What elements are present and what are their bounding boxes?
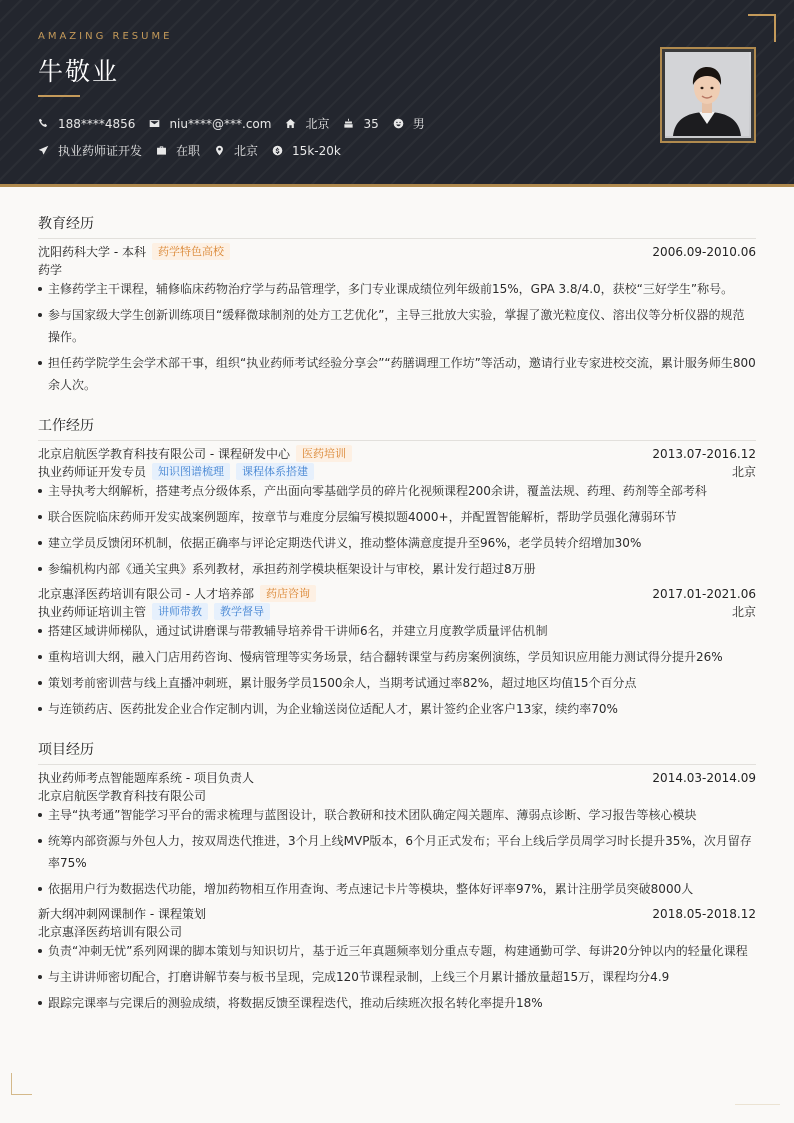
section-title-projects: 项目经历 [38,739,756,765]
job-location: 北京 [731,465,756,479]
cake-icon [343,118,354,129]
section-title-work: 工作经历 [38,415,756,441]
phone-icon [38,118,49,129]
status-text: 在职 [176,144,201,158]
project-name: 执业药师考点智能题库系统 - 项目负责人 [38,771,254,785]
job-position-row [38,603,756,620]
project-bullet: 与主讲讲师密切配合，打磨讲解节奏与板书呈现，完成120节课程录制，上线三个月累计播放量超15万，课程均分4.9 [38,966,756,988]
corner-decoration-bottom-right [735,1104,780,1105]
salary-text: 15k-20k [292,143,341,158]
email-text: niu****@***.com [169,116,272,131]
avatar [665,52,751,138]
age-item [343,117,378,131]
job-bullet: 策划考前密训营与线上直播冲刺班，累计服务学员1500余人，当期考试通过率82%，超过地区均值15个百分点 [38,672,756,694]
job-target-item [38,142,142,159]
job-bullet: 参编机构内部《通关宝典》系列教材，承担药剂学模块框架设计与审校，累计发行超过8万册 [38,558,756,580]
job-bullet: 建立学员反馈闭环机制，依据正确率与评论定期迭代讲义，推动整体满意度提升至96%，老学员转介绍增加30% [38,532,756,554]
target-city-text: 北京 [234,144,259,158]
project-bullet: 跟踪完课率与完课后的测验成绩，将数据反馈至课程迭代，推动后续班次报名转化率提升18% [38,992,756,1014]
company-name: 北京惠泽医药培训有限公司 - 人才培养部 [38,587,254,601]
target-city-item [214,142,258,159]
skill-tag: 课程体系搭建 [236,463,314,480]
company-badge: 医药培训 [296,445,352,462]
project-bullet: 主导“执考通”智能学习平台的需求梳理与蓝图设计，联合教研和技术团队确定闯关题库、薄弱点诊断、学习报告等核心模块 [38,804,756,826]
project-date: 2014.03-2014.09 [652,770,756,785]
job-location: 北京 [731,605,756,619]
mail-icon [149,118,160,129]
project-org: 北京惠泽医药培训有限公司 [38,925,183,939]
corner-decoration-bottom-left [11,1073,32,1095]
skill-tag: 讲师带教 [152,603,208,620]
job-entry-header [38,445,756,462]
contact-row [38,115,439,132]
major: 药学 [38,263,63,277]
project-bullet: 依据用户行为数据迭代功能，增加药物相互作用查询、考点速记卡片等模块，整体好评率97%，累计注册学员突破8000人 [38,878,756,900]
gender-item [393,115,425,132]
job-date: 2017.01-2021.06 [652,586,756,601]
intention-row [38,142,355,159]
job-entry-header [38,585,756,602]
company-name: 北京启航医学教育科技有限公司 - 课程研发中心 [38,447,290,461]
project-org-row [38,787,756,804]
profile-photo-frame [660,47,756,143]
skill-tag: 知识图谱梳理 [152,463,230,480]
phone-item [38,117,135,131]
salary-item [272,144,341,158]
project-entry-header [38,769,756,786]
skill-tag: 教学督导 [214,603,270,620]
education-entry-header [38,243,756,260]
age-text: 35 [363,116,379,131]
education-bullet: 参与国家级大学生创新训练项目“缓释微球制剂的处方工艺优化”，主导三批放大实验，掌握了激光粒度仪、溶出仪等分析仪器的规范操作。 [38,304,756,348]
city-text: 北京 [305,117,330,131]
send-icon [38,145,49,156]
resume-header [0,0,794,187]
email-item [149,117,271,131]
name-underline [38,95,80,97]
project-bullet: 统筹内部资源与外包人力，按双周迭代推进，3个月上线MVP版本，6个月正式发布；平台上线后学员周学习时长提升35%，次月留存率75% [38,830,756,874]
gender-text: 男 [412,117,425,131]
job-bullet: 与连锁药店、医药批发企业合作定制内训，为企业输送岗位适配人才，累计签约企业客户13家，续约率70% [38,698,756,720]
job-bullet: 重构培训大纲，融入门店用药咨询、慢病管理等实务场景，结合翻转课堂与药房案例演练，学员知识应用能力测试得分提升26% [38,646,756,668]
header-tag: AMAZING RESUME [38,31,173,42]
education-date: 2006.09-2010.06 [652,244,756,259]
candidate-name: 牛敬业 [38,57,120,86]
education-major-row [38,261,756,278]
job-position-row [38,463,756,480]
job-target-text: 执业药师证开发 [58,144,143,158]
project-org: 北京启航医学教育科技有限公司 [38,789,207,803]
job-bullet: 主导执考大纲解析，搭建考点分级体系，产出面向零基础学员的碎片化视频课程200余讲，覆盖法规、药理、药剂等全部考科 [38,480,756,502]
project-org-row [38,923,756,940]
job-bullet: 联合医院临床药师开发实战案例题库，按章节与难度分层编写模拟题4000+，并配置智能解析，帮助学员强化薄弱环节 [38,506,756,528]
face-icon [393,118,404,129]
status-item [156,142,200,159]
education-bullet: 主修药学主干课程，辅修临床药物治疗学与药品管理学，多门专业课成绩位列年级前15%，GPA 3.8/4.0，获校“三好学生”称号。 [38,278,756,300]
money-icon [272,145,283,156]
project-bullet: 负责“冲刺无忧”系列网课的脚本策划与知识切片，基于近三年真题频率划分重点专题，构建通勤可学、每讲20分钟以内的轻量化课程 [38,940,756,962]
home-icon [285,118,296,129]
briefcase-icon [156,145,167,156]
corner-decoration-top-right [748,14,776,42]
project-date: 2018.05-2018.12 [652,906,756,921]
job-position: 执业药师证培训主管 [38,605,147,619]
city-item [285,115,329,132]
education-bullet: 担任药学院学生会学术部干事，组织“执业药师考试经验分享会”“药膳调理工作坊”等活动，邀请行业专家进校交流，累计服务师生800余人次。 [38,352,756,396]
school-name: 沈阳药科大学 - 本科 [38,245,146,259]
job-position: 执业药师证开发专员 [38,465,147,479]
phone-text: 188****4856 [58,116,136,131]
job-bullet: 搭建区域讲师梯队，通过试讲磨课与带教辅导培养骨干讲师6名，并建立月度教学质量评估机制 [38,620,756,642]
person-portrait [665,52,749,136]
project-name: 新大纲冲刺网课制作 - 课程策划 [38,907,206,921]
project-entry-header [38,905,756,922]
job-date: 2013.07-2016.12 [652,446,756,461]
school-badge: 药学特色高校 [152,243,230,260]
section-title-education: 教育经历 [38,213,756,239]
company-badge: 药店咨询 [260,585,316,602]
location-pin-icon [214,145,225,156]
